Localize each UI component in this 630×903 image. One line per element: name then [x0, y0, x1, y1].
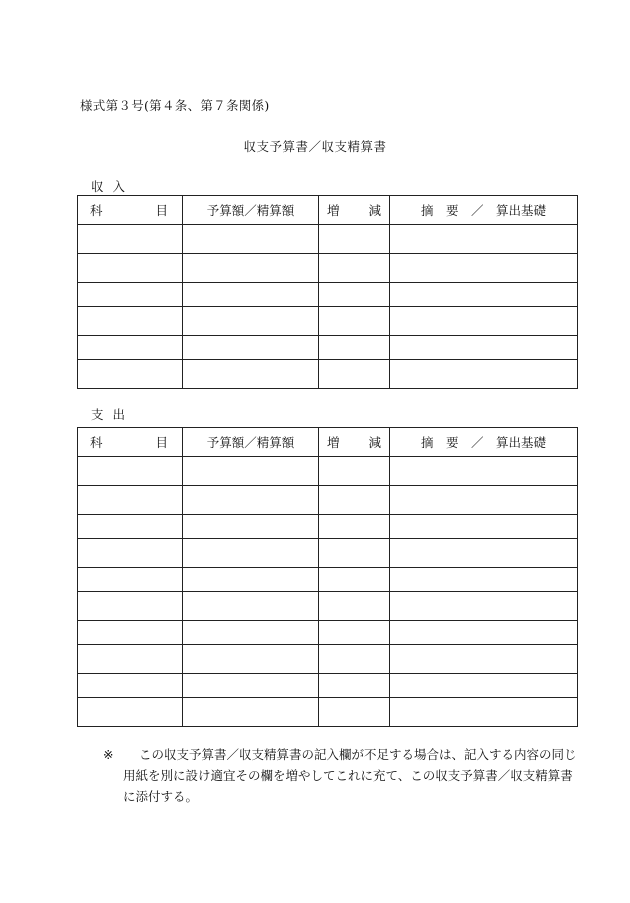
footnote-text: この収支予算書／収支精算書の記入欄が不足する場合は、記入する内容の同じ用紙を別に設け適宜その欄を増やしてこれに充て、この収支予算書／収支精算書に添付する。 — [123, 747, 577, 804]
item-header-left: 科 — [90, 203, 103, 218]
table-cell[interactable] — [183, 254, 319, 283]
table-cell[interactable] — [319, 307, 390, 336]
table-row — [78, 515, 578, 539]
table-cell[interactable] — [319, 283, 390, 307]
table-cell[interactable] — [319, 515, 390, 539]
table-cell[interactable] — [390, 307, 578, 336]
amount-column-header: 予算額／精算額 — [183, 196, 319, 225]
table-cell[interactable] — [319, 674, 390, 698]
table-cell[interactable] — [78, 225, 183, 254]
table-cell[interactable] — [78, 254, 183, 283]
table-row — [78, 254, 578, 283]
table-cell[interactable] — [78, 515, 183, 539]
table-cell[interactable] — [183, 645, 319, 674]
table-row — [78, 621, 578, 645]
change-header-right: 減 — [368, 435, 381, 450]
table-cell[interactable] — [390, 283, 578, 307]
table-cell[interactable] — [319, 568, 390, 592]
table-cell[interactable] — [319, 360, 390, 389]
table-row — [78, 486, 578, 515]
table-cell[interactable] — [390, 515, 578, 539]
table-cell[interactable] — [390, 336, 578, 360]
table-cell[interactable] — [319, 486, 390, 515]
table-cell[interactable] — [390, 360, 578, 389]
change-header-left: 増 — [327, 435, 340, 450]
table-cell[interactable] — [183, 698, 319, 727]
item-header-right: 目 — [155, 203, 168, 218]
change-header-left: 増 — [327, 203, 340, 218]
table-row — [78, 360, 578, 389]
table-cell[interactable] — [390, 457, 578, 486]
table-row — [78, 698, 578, 727]
table-cell[interactable] — [183, 360, 319, 389]
table-cell[interactable] — [183, 515, 319, 539]
item-column-header — [78, 428, 183, 457]
table-cell[interactable] — [183, 225, 319, 254]
table-row — [78, 457, 578, 486]
table-cell[interactable] — [78, 283, 183, 307]
item-header-left: 科 — [90, 435, 103, 450]
income-table — [77, 195, 578, 389]
table-cell[interactable] — [319, 592, 390, 621]
table-row — [78, 645, 578, 674]
table-cell[interactable] — [183, 539, 319, 568]
table-row — [78, 225, 578, 254]
expense-header-row — [78, 428, 578, 457]
table-row — [78, 592, 578, 621]
table-cell[interactable] — [390, 592, 578, 621]
table-cell[interactable] — [390, 254, 578, 283]
table-cell[interactable] — [78, 645, 183, 674]
table-cell[interactable] — [390, 645, 578, 674]
table-cell[interactable] — [183, 336, 319, 360]
change-column-header — [319, 428, 390, 457]
table-cell[interactable] — [390, 698, 578, 727]
expense-section-heading: 支出 — [91, 407, 135, 422]
table-cell[interactable] — [390, 539, 578, 568]
table-cell[interactable] — [78, 539, 183, 568]
table-cell[interactable] — [319, 621, 390, 645]
table-cell[interactable] — [319, 539, 390, 568]
table-cell[interactable] — [183, 307, 319, 336]
table-row — [78, 307, 578, 336]
table-cell[interactable] — [78, 486, 183, 515]
summary-column-header: 摘 要 ／ 算出基礎 — [390, 428, 578, 457]
footnote — [103, 744, 583, 807]
expense-table — [77, 427, 578, 727]
table-cell[interactable] — [78, 698, 183, 727]
table-cell[interactable] — [183, 283, 319, 307]
table-row — [78, 539, 578, 568]
table-cell[interactable] — [78, 307, 183, 336]
table-cell[interactable] — [183, 674, 319, 698]
table-cell[interactable] — [183, 621, 319, 645]
item-header-right: 目 — [155, 435, 168, 450]
document-title: 収支予算書／収支精算書 — [243, 139, 387, 154]
form-number: 様式第３号(第４条、第７条関係) — [80, 98, 270, 113]
table-cell[interactable] — [390, 225, 578, 254]
table-cell[interactable] — [78, 360, 183, 389]
table-cell[interactable] — [78, 592, 183, 621]
change-header-right: 減 — [368, 203, 381, 218]
table-cell[interactable] — [390, 568, 578, 592]
table-cell[interactable] — [319, 254, 390, 283]
item-column-header — [78, 196, 183, 225]
reference-mark: ※ — [103, 747, 114, 762]
table-cell[interactable] — [319, 336, 390, 360]
table-row — [78, 283, 578, 307]
income-section-heading: 収入 — [91, 179, 135, 194]
table-cell[interactable] — [78, 621, 183, 645]
table-cell[interactable] — [183, 568, 319, 592]
change-column-header — [319, 196, 390, 225]
table-row — [78, 674, 578, 698]
table-row — [78, 568, 578, 592]
amount-column-header: 予算額／精算額 — [183, 428, 319, 457]
table-cell[interactable] — [78, 457, 183, 486]
table-cell[interactable] — [183, 486, 319, 515]
table-cell[interactable] — [78, 336, 183, 360]
table-cell[interactable] — [319, 698, 390, 727]
income-header-row — [78, 196, 578, 225]
table-cell[interactable] — [78, 568, 183, 592]
table-cell[interactable] — [78, 674, 183, 698]
table-row — [78, 336, 578, 360]
table-cell[interactable] — [319, 225, 390, 254]
table-cell[interactable] — [183, 592, 319, 621]
table-cell[interactable] — [319, 645, 390, 674]
table-cell[interactable] — [390, 674, 578, 698]
table-cell[interactable] — [390, 486, 578, 515]
table-cell[interactable] — [319, 457, 390, 486]
summary-column-header: 摘 要 ／ 算出基礎 — [390, 196, 578, 225]
table-cell[interactable] — [183, 457, 319, 486]
table-cell[interactable] — [390, 621, 578, 645]
